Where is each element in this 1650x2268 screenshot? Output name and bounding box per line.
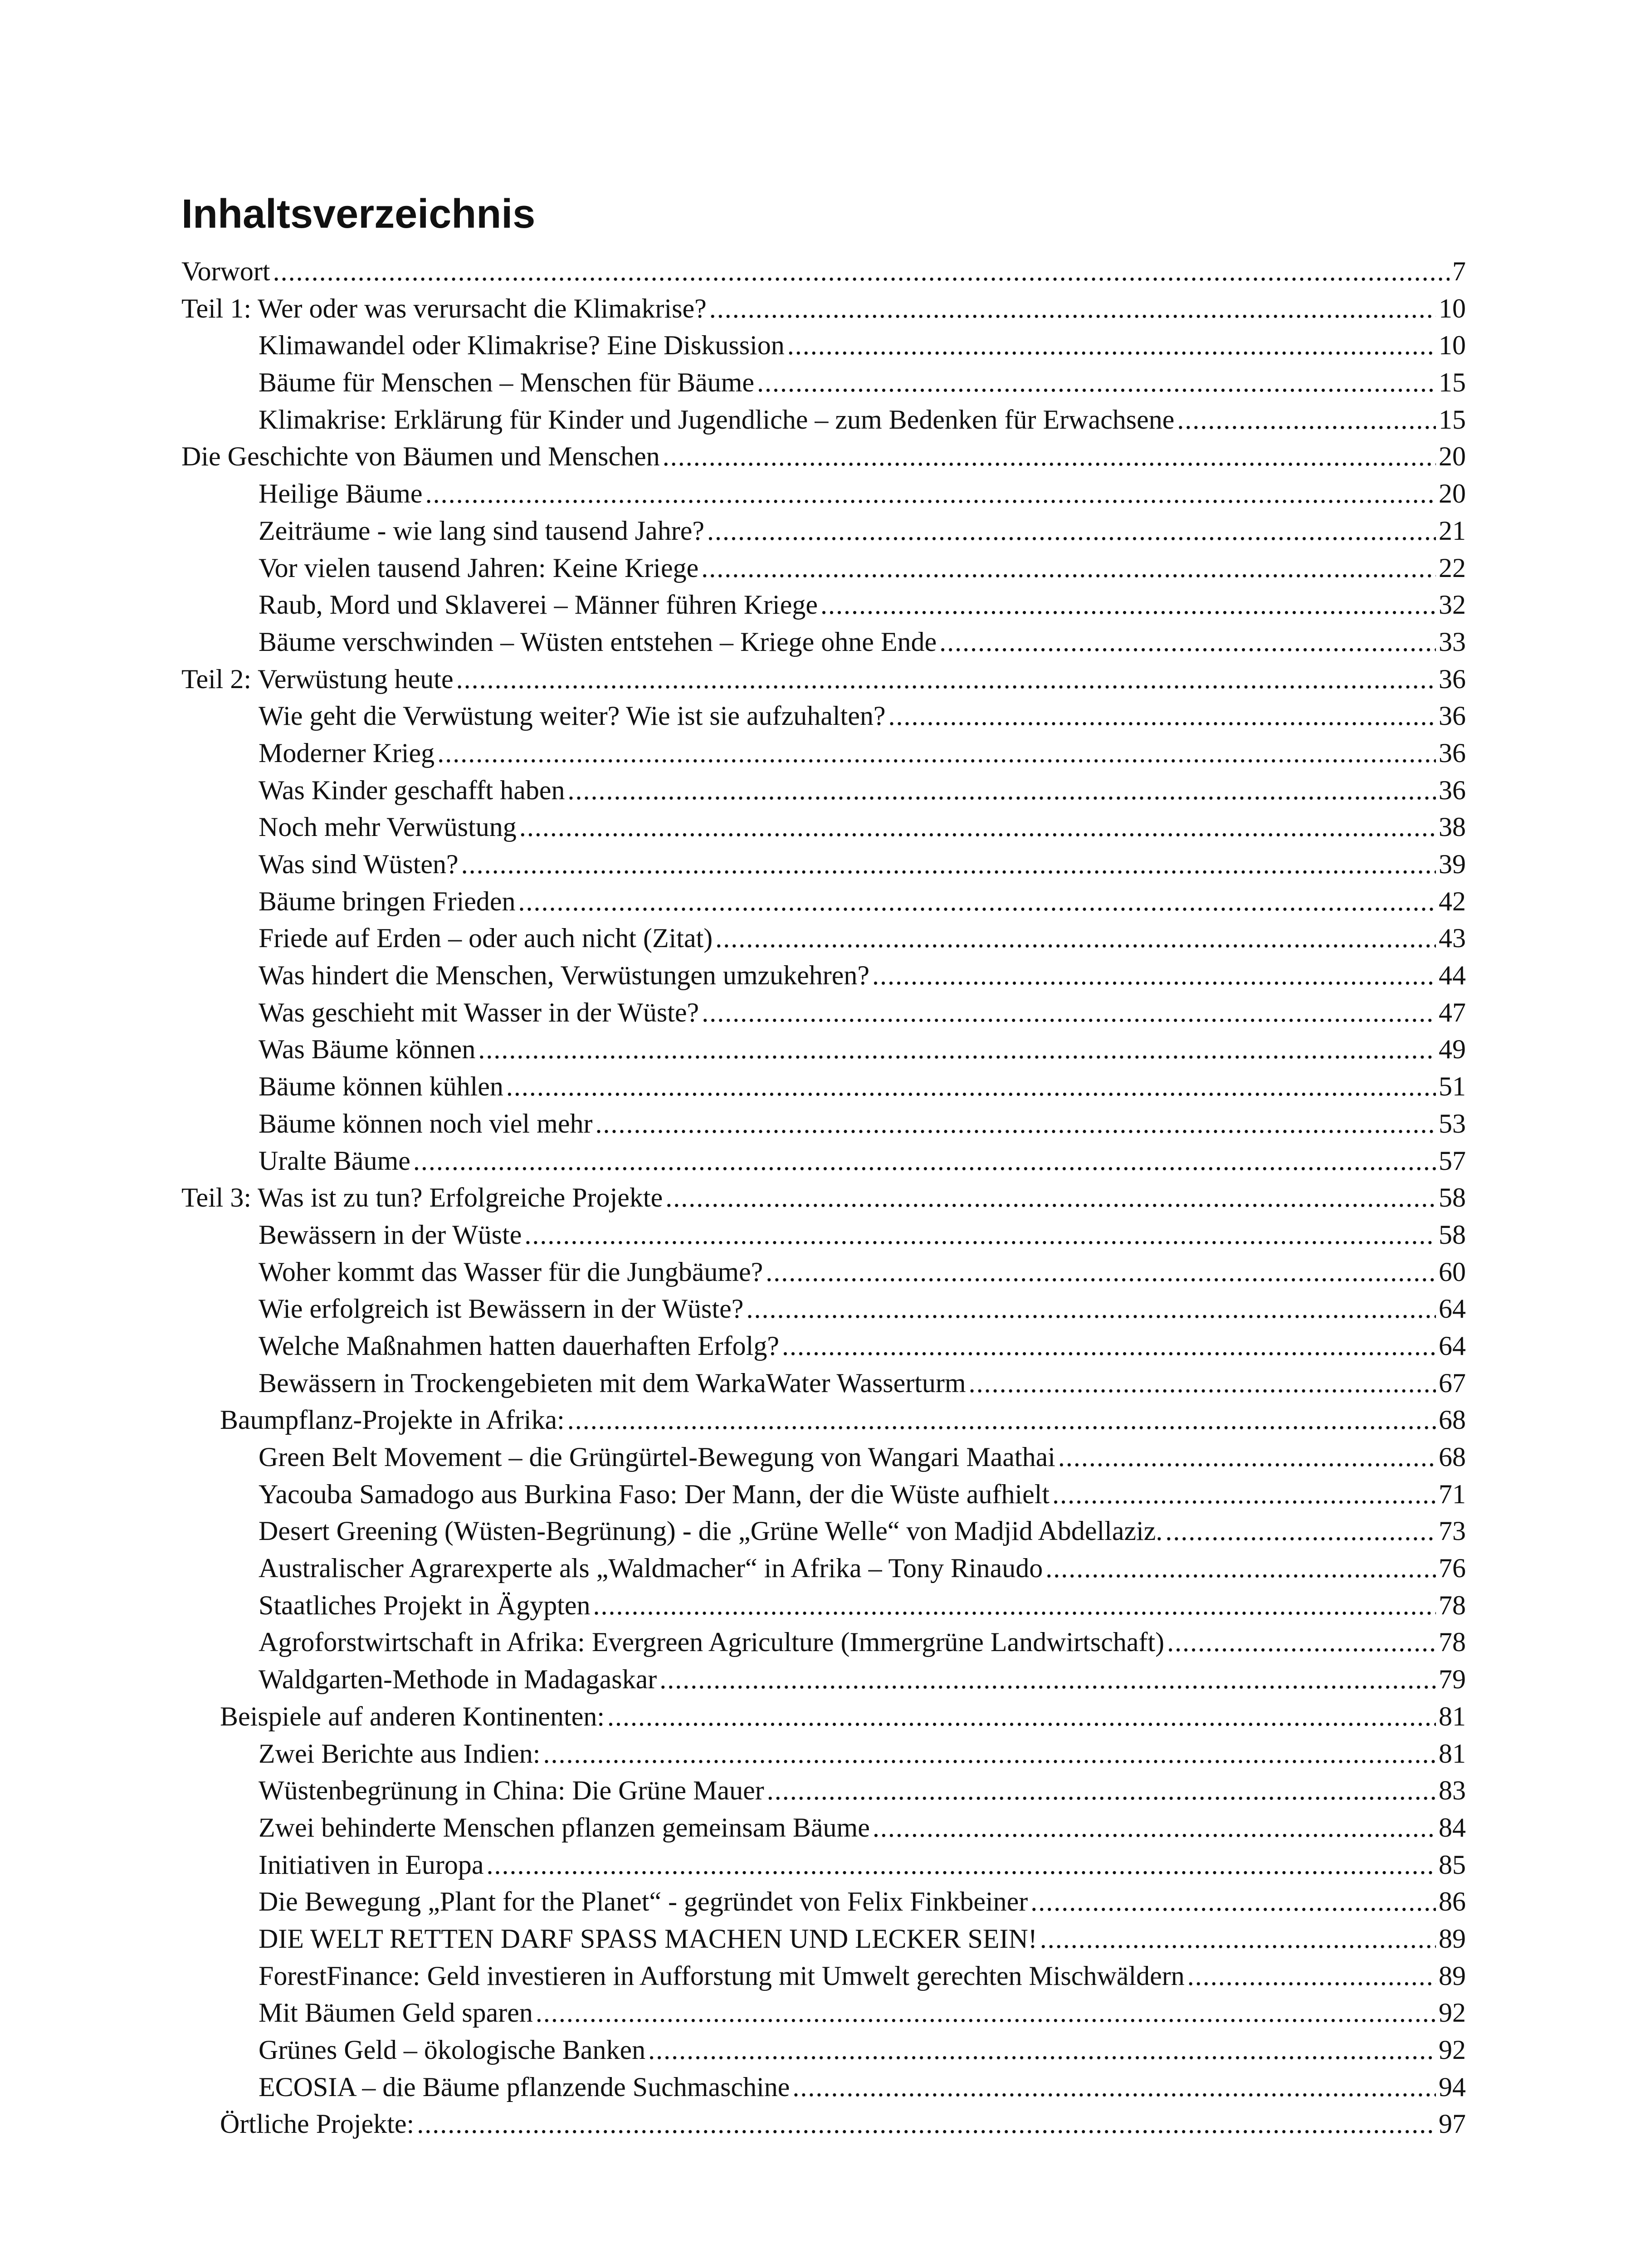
toc-dot-leader <box>787 327 1436 364</box>
toc-entry <box>181 1624 1466 1661</box>
toc-page-number: 92 <box>1439 2035 1466 2065</box>
toc-entry-title: Yacouba Samadogo aus Burkina Faso: Der Mann, der die Wüste aufhielt <box>259 1479 1050 1509</box>
toc-dot-leader <box>417 2106 1436 2143</box>
toc-entry <box>181 1921 1466 1958</box>
toc-dot-leader <box>273 253 1450 290</box>
toc-entry <box>181 2106 1466 2143</box>
toc-entry-title: Die Bewegung „Plant for the Planet“ - gegründet von Felix Finkbeiner <box>259 1887 1028 1917</box>
toc-entry-title: Klimakrise: Erklärung für Kinder und Jugendliche – zum Bedenken für Erwachsene <box>259 404 1175 435</box>
toc-entry <box>181 2069 1466 2106</box>
toc-page-number: 10 <box>1439 293 1466 323</box>
toc-page-number: 97 <box>1439 2109 1466 2139</box>
toc-entry <box>181 364 1466 401</box>
toc-list <box>181 253 1466 2143</box>
toc-page-number: 81 <box>1439 1701 1466 1731</box>
toc-dot-leader <box>820 587 1436 624</box>
toc-entry-title: Bewässern in Trockengebieten mit dem WarkaWater Wasserturm <box>259 1368 966 1398</box>
toc-page-number: 68 <box>1439 1405 1466 1435</box>
toc-entry-title: Initiativen in Europa <box>259 1849 484 1880</box>
toc-page-number: 32 <box>1439 590 1466 620</box>
toc-entry-title: Staatliches Projekt in Ägypten <box>259 1590 591 1620</box>
toc-page-number: 58 <box>1439 1183 1466 1213</box>
toc-heading: Inhaltsverzeichnis <box>181 191 536 237</box>
toc-entry <box>181 1698 1466 1735</box>
toc-dot-leader <box>707 513 1436 550</box>
toc-entry-title: Australischer Agrarexperte als „Waldmacher“ in Afrika – Tony Rinaudo <box>259 1553 1043 1584</box>
toc-page-number: 51 <box>1439 1071 1466 1102</box>
toc-entry <box>181 550 1466 587</box>
toc-entry <box>181 1439 1466 1476</box>
toc-entry <box>181 1068 1466 1105</box>
toc-dot-leader <box>746 1290 1436 1328</box>
toc-dot-leader <box>1177 401 1436 439</box>
toc-entry-title: Was hindert die Menschen, Verwüstungen umzukehren? <box>259 960 870 991</box>
toc-dot-leader <box>665 1179 1436 1217</box>
toc-entry-title: Was Kinder geschafft haben <box>259 775 565 805</box>
toc-page-number: 10 <box>1439 330 1466 361</box>
toc-page-number: 36 <box>1439 664 1466 694</box>
toc-entry-title: Bäume können noch viel mehr <box>259 1108 593 1139</box>
toc-entry <box>181 1550 1466 1587</box>
toc-dot-leader <box>767 1772 1436 1809</box>
toc-entry-title: Zeiträume - wie lang sind tausend Jahre? <box>259 515 704 546</box>
toc-entry-title: Moderner Krieg <box>259 738 435 768</box>
toc-entry <box>181 1290 1466 1328</box>
toc-dot-leader <box>543 1735 1436 1773</box>
toc-dot-leader <box>663 438 1436 475</box>
toc-entry <box>181 624 1466 661</box>
toc-entry <box>181 1958 1466 1995</box>
toc-page-number: 86 <box>1439 1887 1466 1917</box>
toc-dot-leader <box>888 698 1436 735</box>
toc-page-number: 49 <box>1439 1034 1466 1065</box>
toc-entry-title: Uralte Bäume <box>259 1145 410 1176</box>
toc-entry <box>181 661 1466 698</box>
toc-entry <box>181 772 1466 809</box>
toc-page-number: 15 <box>1439 404 1466 435</box>
toc-page-number: 42 <box>1439 886 1466 916</box>
toc-page-number: 94 <box>1439 2072 1466 2102</box>
toc-page-number: 43 <box>1439 923 1466 953</box>
toc-entry-title: Zwei Berichte aus Indien: <box>259 1738 541 1769</box>
toc-entry <box>181 1994 1466 2032</box>
toc-entry-title: Green Belt Movement – die Grüngürtel-Bewegung von Wangari Maathai <box>259 1442 1055 1472</box>
toc-entry-title: Teil 1: Wer oder was verursacht die Klimakrise? <box>181 293 707 323</box>
toc-entry <box>181 253 1466 290</box>
toc-page-number: 38 <box>1439 812 1466 842</box>
toc-page-number: 67 <box>1439 1368 1466 1398</box>
toc-entry-title: Friede auf Erden – oder auch nicht (Zitat) <box>259 923 713 953</box>
toc-dot-leader <box>519 809 1436 846</box>
toc-dot-leader <box>478 1031 1436 1068</box>
toc-entry <box>181 1031 1466 1068</box>
toc-entry-title: Beispiele auf anderen Kontinenten: <box>220 1701 605 1731</box>
toc-page-number: 36 <box>1439 738 1466 768</box>
toc-entry <box>181 809 1466 846</box>
toc-entry-title: Zwei behinderte Menschen pflanzen gemeinsam Bäume <box>259 1812 870 1843</box>
toc-entry <box>181 1217 1466 1254</box>
toc-dot-leader <box>702 994 1436 1031</box>
toc-page-number: 53 <box>1439 1108 1466 1139</box>
toc-dot-leader <box>536 1994 1436 2032</box>
toc-entry <box>181 735 1466 772</box>
toc-entry-title: Mit Bäumen Geld sparen <box>259 1998 533 2028</box>
toc-page-number: 89 <box>1439 1960 1466 1991</box>
toc-entry-title: Vor vielen tausend Jahren: Keine Kriege <box>259 552 699 583</box>
toc-entry-title: Bäume für Menschen – Menschen für Bäume <box>259 367 755 398</box>
toc-entry-title: Desert Greening (Wüsten-Begrünung) - die „Grüne Welle“ von Madjid Abdellaziz. <box>259 1516 1163 1546</box>
toc-entry-title: Die Geschichte von Bäumen und Menschen <box>181 441 660 472</box>
toc-entry-title: Was sind Wüsten? <box>259 849 459 879</box>
toc-dot-leader <box>709 290 1436 327</box>
toc-entry-title: Raub, Mord und Sklaverei – Männer führen Kriege <box>259 590 818 620</box>
toc-dot-leader <box>437 735 1436 772</box>
toc-dot-leader <box>766 1254 1436 1291</box>
toc-dot-leader <box>969 1365 1436 1402</box>
toc-dot-leader <box>757 364 1436 401</box>
toc-page-number: 36 <box>1439 701 1466 731</box>
document-page <box>181 188 1466 2143</box>
toc-entry <box>181 513 1466 550</box>
toc-entry-title: Örtliche Projekte: <box>220 2109 415 2139</box>
toc-page-number: 92 <box>1439 1998 1466 2028</box>
toc-entry-title: ForestFinance: Geld investieren in Aufforstung mit Umwelt gerechten Mischwäldern <box>259 1960 1185 1991</box>
toc-page-number: 20 <box>1439 479 1466 509</box>
toc-dot-leader <box>425 475 1436 513</box>
toc-entry-title: Woher kommt das Wasser für die Jungbäume? <box>259 1256 763 1287</box>
toc-page-number: 71 <box>1439 1479 1466 1509</box>
toc-entry-title: Wie erfolgreich ist Bewässern in der Wüste? <box>259 1294 744 1324</box>
toc-page-number: 89 <box>1439 1923 1466 1954</box>
toc-dot-leader <box>1030 1883 1436 1921</box>
toc-page-number: 47 <box>1439 997 1466 1027</box>
toc-entry-title: Noch mehr Verwüstung <box>259 812 517 842</box>
toc-page-number: 58 <box>1439 1219 1466 1250</box>
toc-entry-title: Bäume verschwinden – Wüsten entstehen – Kriege ohne Ende <box>259 626 937 657</box>
toc-entry <box>181 587 1466 624</box>
toc-page-number: 68 <box>1439 1442 1466 1472</box>
toc-page-number: 22 <box>1439 552 1466 583</box>
toc-dot-leader <box>461 846 1436 883</box>
toc-entry <box>181 846 1466 883</box>
toc-entry <box>181 290 1466 327</box>
toc-page-number: 64 <box>1439 1294 1466 1324</box>
toc-entry-title: Heilige Bäume <box>259 479 423 509</box>
toc-dot-leader <box>487 1847 1436 1884</box>
toc-dot-leader <box>872 957 1436 994</box>
toc-entry <box>181 2032 1466 2069</box>
toc-dot-leader <box>1058 1439 1436 1476</box>
toc-page-number: 20 <box>1439 441 1466 472</box>
toc-page-number: 78 <box>1439 1627 1466 1657</box>
toc-entry <box>181 401 1466 439</box>
toc-entry <box>181 1883 1466 1921</box>
toc-entry <box>181 1402 1466 1439</box>
toc-entry <box>181 1809 1466 1847</box>
toc-page-number: 83 <box>1439 1775 1466 1806</box>
toc-entry-title: Baumpflanz-Projekte in Afrika: <box>220 1405 565 1435</box>
toc-entry <box>181 994 1466 1031</box>
toc-dot-leader <box>715 920 1436 957</box>
toc-entry-title: Was geschieht mit Wasser in der Wüste? <box>259 997 699 1027</box>
toc-dot-leader <box>607 1698 1436 1735</box>
toc-page-number: 81 <box>1439 1738 1466 1769</box>
toc-page-number: 33 <box>1439 626 1466 657</box>
toc-page-number: 39 <box>1439 849 1466 879</box>
toc-page-number: 57 <box>1439 1145 1466 1176</box>
toc-page-number: 85 <box>1439 1849 1466 1880</box>
toc-entry <box>181 438 1466 475</box>
toc-entry <box>181 883 1466 920</box>
toc-entry-title: Vorwort <box>181 256 270 286</box>
toc-entry <box>181 957 1466 994</box>
toc-dot-leader <box>648 2032 1436 2069</box>
toc-entry-title: Bewässern in der Wüste <box>259 1219 522 1250</box>
toc-entry-title: Was Bäume können <box>259 1034 476 1065</box>
toc-dot-leader <box>413 1143 1436 1180</box>
toc-dot-leader <box>518 883 1436 920</box>
toc-entry <box>181 1735 1466 1773</box>
toc-entry <box>181 1513 1466 1550</box>
toc-entry-title: Grünes Geld – ökologische Banken <box>259 2035 646 2065</box>
toc-entry-title: Teil 2: Verwüstung heute <box>181 664 454 694</box>
toc-dot-leader <box>792 2069 1436 2106</box>
toc-page-number: 21 <box>1439 515 1466 546</box>
toc-page-number: 36 <box>1439 775 1466 805</box>
toc-dot-leader <box>873 1809 1436 1847</box>
toc-entry-title: Klimawandel oder Klimakrise? Eine Diskussion <box>259 330 785 361</box>
toc-page-number: 79 <box>1439 1664 1466 1695</box>
toc-dot-leader <box>595 1105 1436 1143</box>
toc-entry-title: Welche Maßnahmen hatten dauerhaften Erfolg? <box>259 1330 779 1361</box>
toc-page-number: 76 <box>1439 1553 1466 1584</box>
toc-entry <box>181 1476 1466 1513</box>
toc-dot-leader <box>1167 1624 1436 1661</box>
toc-page-number: 73 <box>1439 1516 1466 1546</box>
toc-entry <box>181 1254 1466 1291</box>
toc-page-number: 60 <box>1439 1256 1466 1287</box>
toc-dot-leader <box>782 1328 1436 1365</box>
toc-page-number: 78 <box>1439 1590 1466 1620</box>
toc-dot-leader <box>1052 1476 1436 1513</box>
toc-entry <box>181 1328 1466 1365</box>
toc-dot-leader <box>1187 1958 1436 1995</box>
toc-dot-leader <box>567 772 1436 809</box>
toc-entry <box>181 698 1466 735</box>
toc-dot-leader <box>1165 1513 1436 1550</box>
toc-page-number: 7 <box>1452 256 1466 286</box>
toc-entry-title: ECOSIA – die Bäume pflanzende Suchmaschine <box>259 2072 790 2102</box>
toc-entry <box>181 1105 1466 1143</box>
toc-dot-leader <box>524 1217 1436 1254</box>
toc-entry-title: Wüstenbegrünung in China: Die Grüne Mauer <box>259 1775 764 1806</box>
toc-entry <box>181 1365 1466 1402</box>
toc-dot-leader <box>456 661 1436 698</box>
toc-entry <box>181 1847 1466 1884</box>
toc-entry <box>181 1661 1466 1698</box>
toc-page-number: 44 <box>1439 960 1466 991</box>
toc-dot-leader <box>939 624 1436 661</box>
toc-entry <box>181 475 1466 513</box>
toc-dot-leader <box>506 1068 1436 1105</box>
toc-dot-leader <box>567 1402 1436 1439</box>
toc-entry-title: Bäume können kühlen <box>259 1071 503 1102</box>
toc-dot-leader <box>659 1661 1436 1698</box>
toc-entry <box>181 1179 1466 1217</box>
toc-entry <box>181 327 1466 364</box>
toc-entry <box>181 1587 1466 1624</box>
toc-page-number: 15 <box>1439 367 1466 398</box>
toc-entry-title: Teil 3: Was ist zu tun? Erfolgreiche Projekte <box>181 1183 663 1213</box>
toc-page-number: 64 <box>1439 1330 1466 1361</box>
toc-entry-title: DIE WELT RETTEN DARF SPASS MACHEN UND LECKER SEIN! <box>259 1923 1037 1954</box>
toc-entry <box>181 1772 1466 1809</box>
toc-entry-title: Bäume bringen Frieden <box>259 886 516 916</box>
toc-dot-leader <box>1045 1550 1436 1587</box>
toc-dot-leader <box>593 1587 1436 1624</box>
toc-entry-title: Agroforstwirtschaft in Afrika: Evergreen Agriculture (Immergrüne Landwirtschaft) <box>259 1627 1165 1657</box>
toc-entry-title: Wie geht die Verwüstung weiter? Wie ist sie aufzuhalten? <box>259 701 886 731</box>
toc-entry <box>181 1143 1466 1180</box>
toc-entry <box>181 920 1466 957</box>
toc-dot-leader <box>1040 1921 1436 1958</box>
toc-page-number: 84 <box>1439 1812 1466 1843</box>
toc-dot-leader <box>701 550 1436 587</box>
toc-entry-title: Waldgarten-Methode in Madagaskar <box>259 1664 657 1695</box>
